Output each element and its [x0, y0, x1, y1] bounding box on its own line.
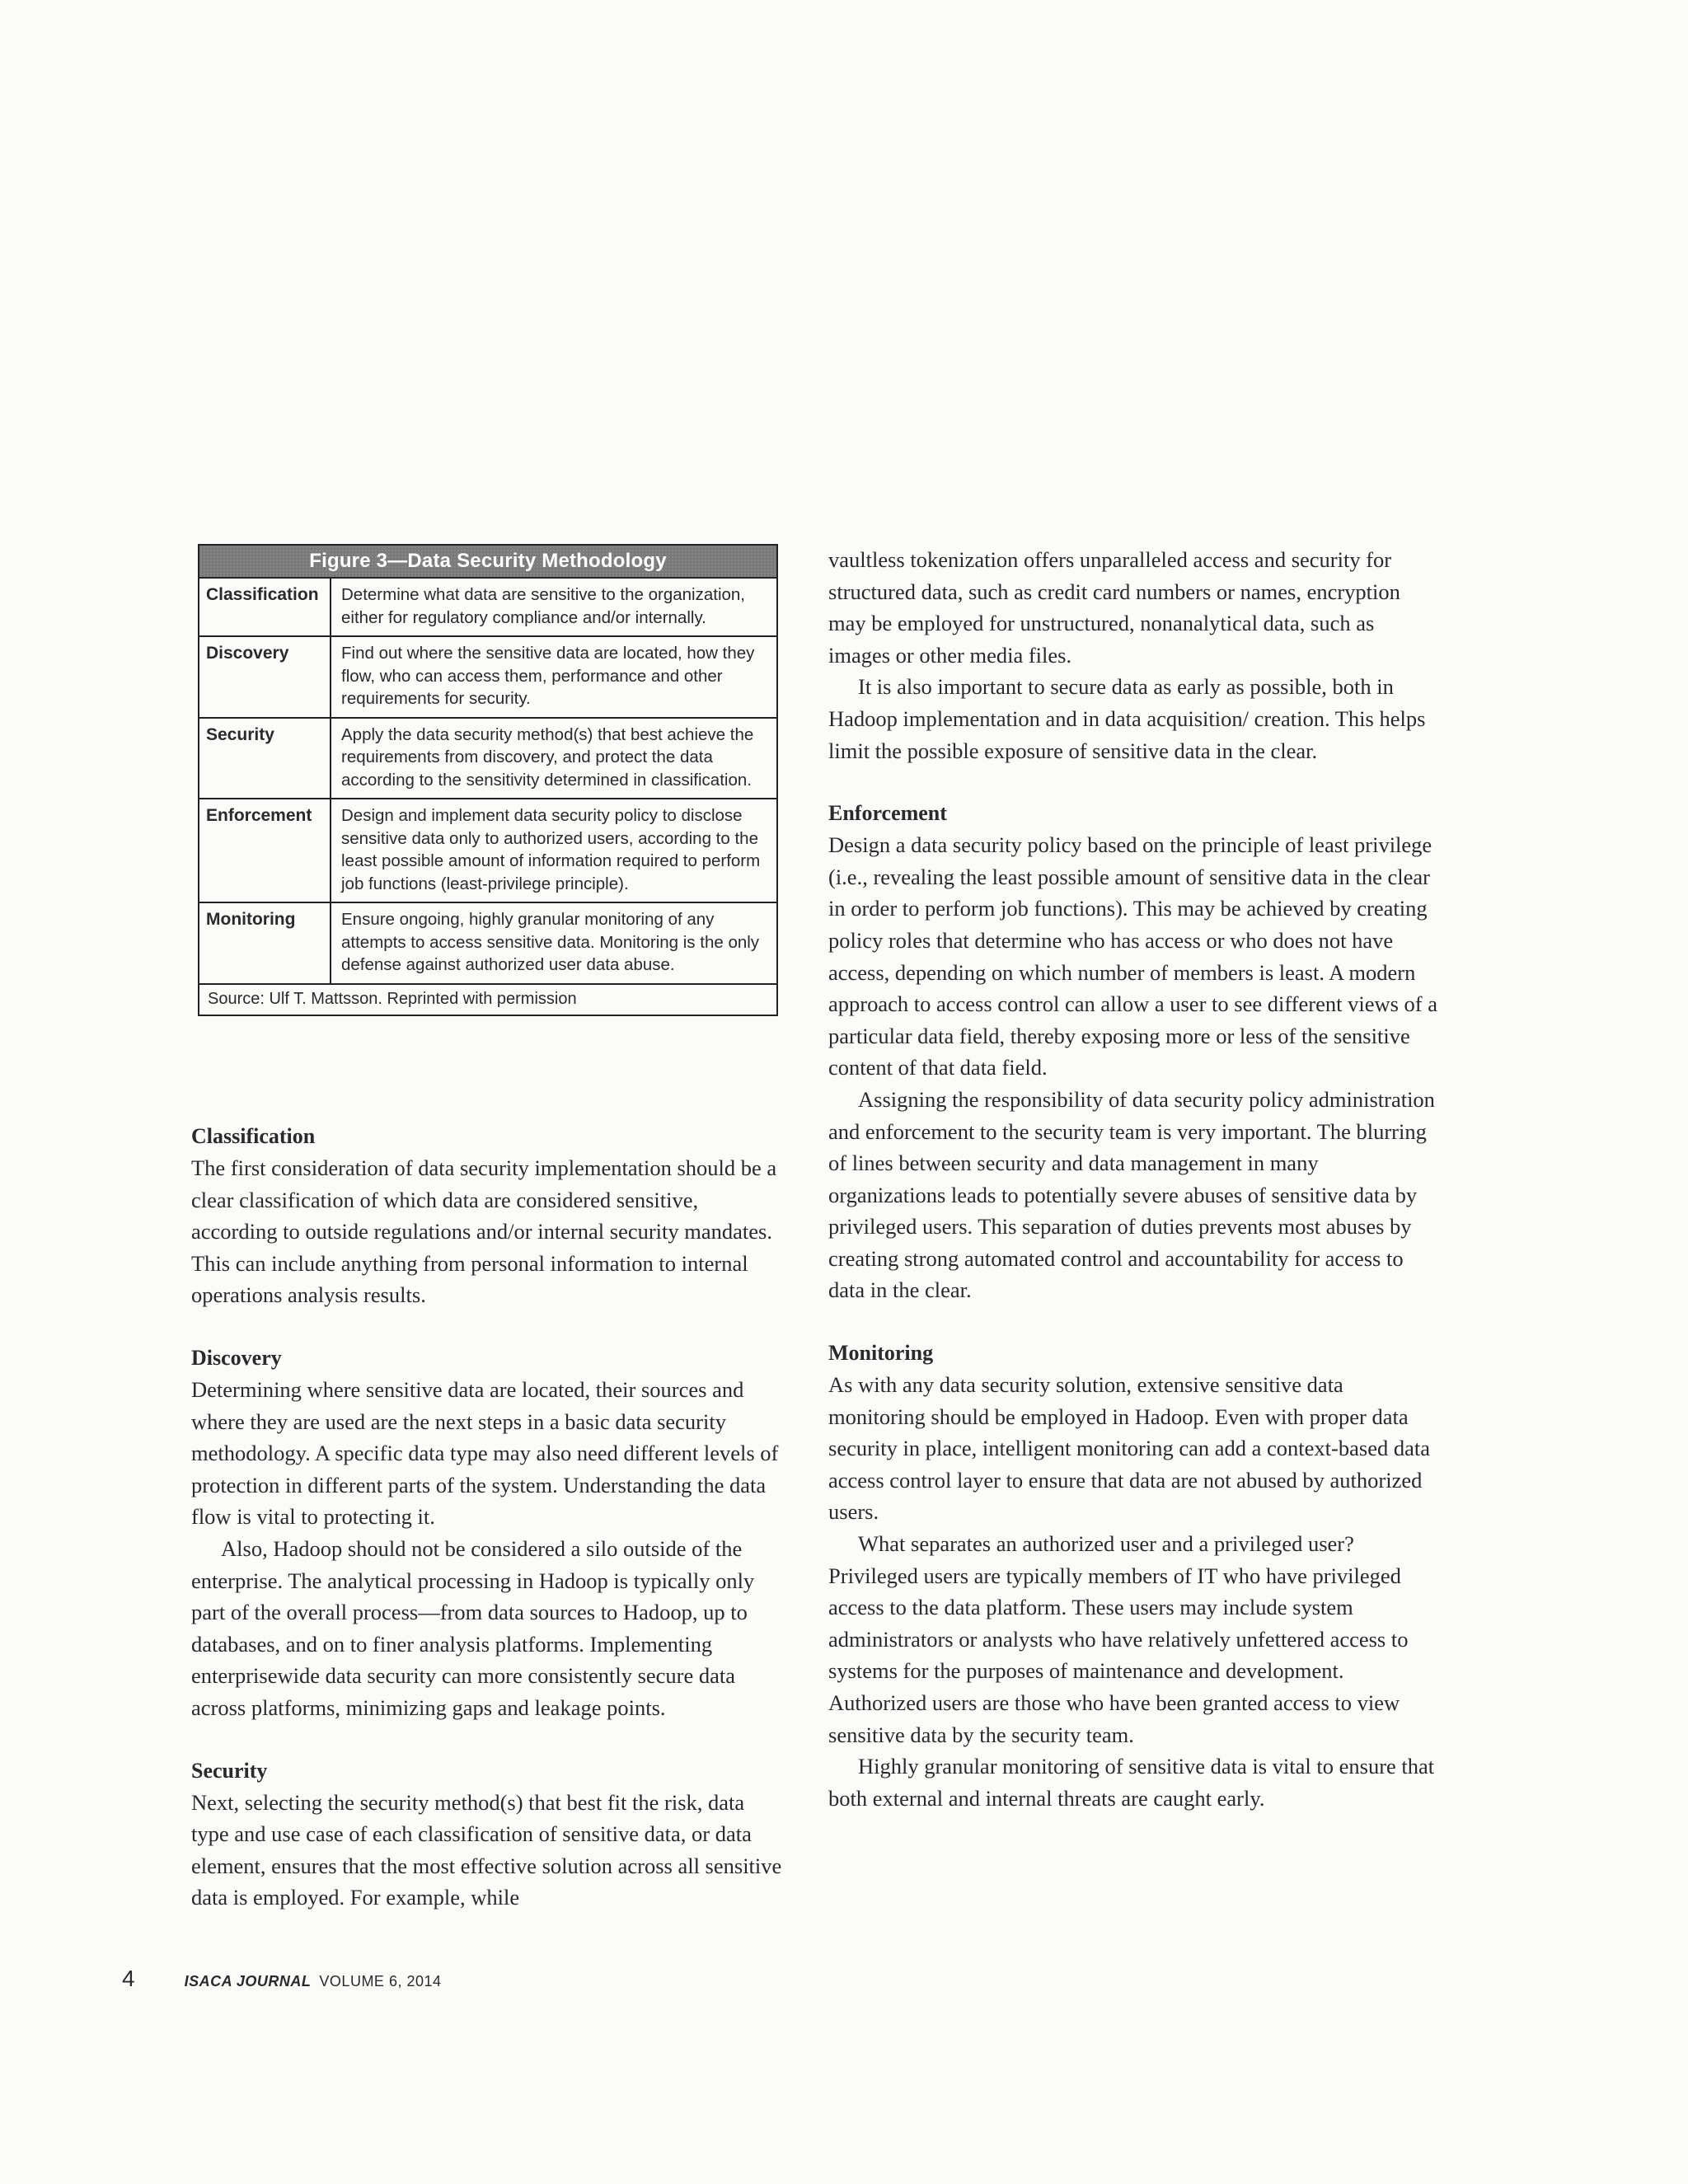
section-heading-monitoring: Monitoring	[828, 1341, 934, 1366]
row-label: Security	[199, 719, 331, 799]
paragraph: Also, Hadoop should not be considered a silo outside of the enterprise. The analytical processing in Hadoop is typically only part of the overall process—from data sources to Hadoop, up to databases, and on to finer analysis platforms. Implementing enterprisewide data security can more consistently secure data across platforms, minimizing gaps and leakage points.	[191, 1535, 755, 1720]
figure-title: Figure 3—Data Security Methodology	[199, 546, 776, 577]
paragraph: Determining where sensitive data are located, their sources and where they are used are the next steps in a basic data security methodology. A specific data type may also need different levels of protection in different parts of the system. Understanding the data flow is vital to protecting it.	[191, 1376, 779, 1530]
row-description: Design and implement data security policy to disclose sensitive data only to authorized users, according to the least possible amount of information required to perform job functions (least-privilege principle).	[341, 806, 761, 893]
journal-issue: VOLUME 6, 2014	[319, 1973, 442, 1990]
row-label: Discovery	[199, 637, 331, 717]
row-description: Ensure ongoing, highly granular monitoring of any attempts to access sensitive data. Monitoring is the only defense against authorized user data abuse.	[341, 910, 760, 974]
row-description: Apply the data security method(s) that best achieve the requirements from discovery, and protect the data according to the sensitivity determined in classification.	[341, 724, 754, 790]
left-column	[191, 1121, 785, 1914]
paragraph: As with any data security solution, extensive sensitive data monitoring should be employed in Hadoop. Even with proper data security in place, intelligent monitoring can add a context-based data access control layer to ensure that data are not abused by authorized users.	[828, 1372, 1430, 1525]
figure-3-table	[198, 544, 778, 1016]
right-column	[828, 544, 1438, 1814]
paragraph: Next, selecting the security method(s) that best fit the risk, data type and use case of each classification of sensitive data, or data element, ensures that the most effective solution across all sensitive data is employed. For example, while	[191, 1789, 782, 1910]
section-heading-classification: Classification	[191, 1124, 316, 1148]
table-row	[199, 902, 776, 983]
table-row	[199, 577, 776, 635]
section-heading-security: Security	[191, 1758, 268, 1783]
journal-name: ISACA JOURNAL	[184, 1973, 312, 1990]
paragraph: What separates an authorized user and a privileged user? Privileged users are typically members of IT who have privileged access to the data platform. These users may include system administrators or analysts who have relatively unfettered access to systems for the purposes of maintenance and development. Authorized users are those who have been granted access to view sensitive data by the security team.	[828, 1531, 1409, 1747]
row-label: Classification	[199, 579, 331, 635]
paragraph: The first consideration of data security implementation should be a clear classification of which data are considered sensitive, according to outside regulations and/or internal security mandates. This can include anything from personal information to internal operations analysis results.	[191, 1155, 777, 1308]
row-label: Enforcement	[199, 799, 331, 902]
table-row	[199, 717, 776, 799]
paragraph: It is also important to secure data as early as possible, both in Hadoop implementation and in data acquisition/ creation. This helps limit the possible exposure of sensitive data in the clear.	[828, 674, 1426, 763]
paragraph: Design a data security policy based on the principle of least privilege (i.e., revealing the least possible amount of sensitive data in the clear in order to perform job functions). This may be achieved by creating policy roles that determine who has access or who does not have access, depending on which number of members is least. A modern approach to access control can allow a user to see different views of a particular data field, thereby exposing more or less of the sensitive content of that data field.	[828, 832, 1437, 1080]
row-label: Monitoring	[199, 903, 331, 983]
paragraph: Assigning the responsibility of data security policy administration and enforcement to the security team is very important. The blurring of lines between security and data management in many organizations leads to potentially severe abuses of sensitive data by privileged users. This separation of duties prevents most abuses by creating strong automated control and accountability for access to data in the clear.	[828, 1086, 1435, 1303]
table-row	[199, 798, 776, 902]
row-description: Find out where the sensitive data are located, how they flow, who can access them, performance and other requirements for security.	[341, 644, 755, 708]
page-footer	[122, 1966, 442, 1992]
figure-source: Source: Ulf T. Mattsson. Reprinted with permission	[199, 983, 776, 1015]
page-number: 4	[122, 1966, 135, 1991]
section-heading-discovery: Discovery	[191, 1345, 282, 1370]
section-heading-enforcement: Enforcement	[828, 801, 947, 826]
paragraph: Highly granular monitoring of sensitive data is vital to ensure that both external and internal threats are caught early.	[828, 1754, 1435, 1811]
table-row	[199, 635, 776, 717]
paragraph: vaultless tokenization offers unparalleled access and security for structured data, such as credit card numbers or names, encryption may be employed for unstructured, nonanalytical data, such as images or other media files.	[828, 547, 1400, 668]
row-description: Determine what data are sensitive to the organization, either for regulatory compliance and/or internally.	[341, 585, 745, 627]
